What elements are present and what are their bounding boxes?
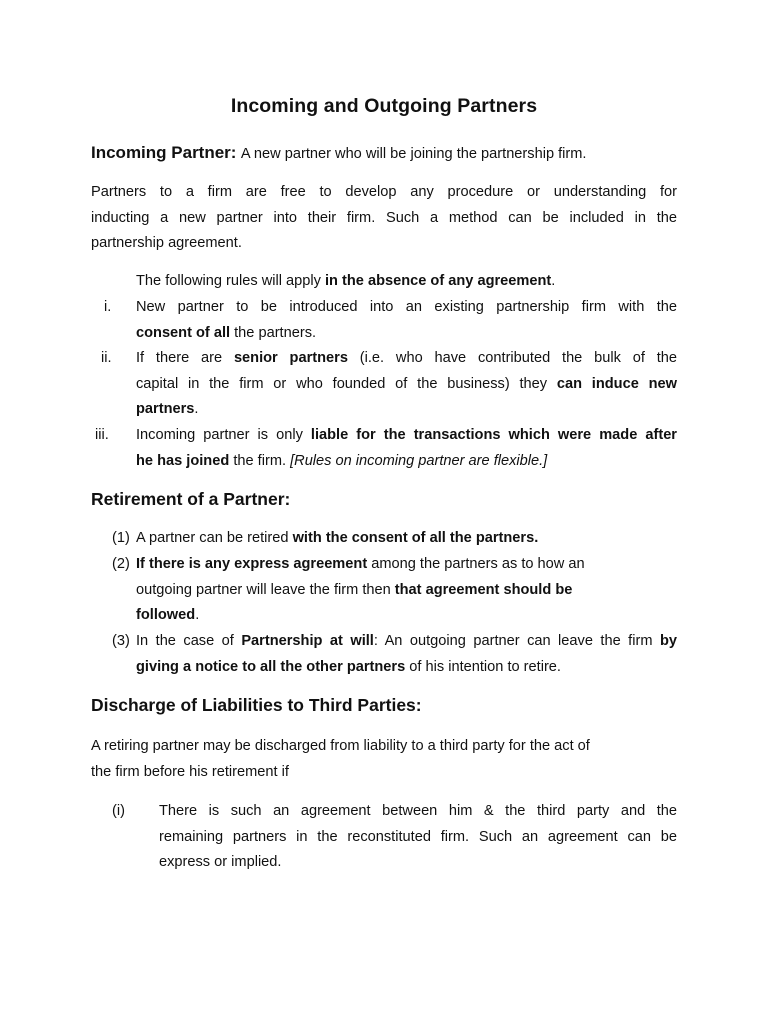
retirement-text: In the case of [136, 633, 242, 649]
rule-text: the partners. [230, 324, 317, 341]
retirement-line [136, 578, 618, 604]
rule-emphasis: senior partners [233, 350, 348, 366]
rule-item [136, 295, 677, 346]
rule-text: . [194, 401, 199, 417]
rule-emphasis: liable for the transactions which were made after [310, 427, 677, 443]
retirement-emphasis: with the consent of all the partners. [292, 530, 539, 546]
discharge-line: express or implied. [159, 854, 282, 870]
retirement-emphasis: If there is any express agreement [136, 556, 368, 572]
retirement-text: . [195, 607, 200, 623]
paragraph-line: A retiring partner may be discharged from liability to a third party for the act of [91, 738, 590, 754]
rule-line [136, 449, 677, 475]
discharge-line: There is such an agreement between him & the third party and the [159, 803, 677, 819]
rule-emphasis: he has joined [136, 452, 230, 469]
page-title: Incoming and Outgoing Partners [230, 95, 538, 117]
retirement-text: among the partners as to how an [367, 556, 585, 572]
rules-intro-text: The following rules will apply [136, 273, 325, 289]
incoming-paragraph [91, 180, 677, 257]
rule-text: Incoming partner is only [136, 427, 311, 443]
retirement-emphasis: that agreement should be [394, 581, 573, 598]
discharge-item-number: (i) [112, 803, 125, 819]
rule-text: If there are [136, 350, 234, 366]
rule-number: iii. [95, 427, 109, 443]
paragraph-line: the firm before his retirement if [91, 763, 289, 780]
rule-line: New partner to be introduced into an existing partnership firm with the [136, 299, 677, 315]
rule-number: ii. [101, 350, 112, 366]
rule-line [136, 372, 677, 398]
rule-text: the firm. [229, 452, 291, 469]
incoming-partner-line [91, 142, 586, 168]
retirement-line [136, 603, 618, 629]
rules-intro-end: . [551, 273, 556, 289]
retirement-emphasis: Partnership at will [241, 633, 374, 649]
rule-emphasis: consent of all [136, 324, 231, 341]
rule-number: i. [104, 299, 112, 315]
rule-emphasis: can induce new [556, 375, 678, 392]
retirement-text: A partner can be retired [136, 530, 293, 546]
rule-item [136, 346, 677, 423]
rule-text: capital in the firm or who founded of the business) they [136, 375, 557, 392]
retirement-number: (2) [112, 556, 130, 572]
retirement-line [136, 526, 538, 552]
retirement-line [136, 655, 677, 681]
retirement-emphasis: followed [136, 607, 196, 623]
paragraph-line: Partners to a firm are free to develop any procedure or understanding for [91, 184, 677, 200]
rule-emphasis: partners [136, 401, 195, 417]
rule-item [136, 423, 677, 474]
retirement-text: : An outgoing partner can leave the firm [373, 633, 660, 649]
rules-intro [136, 269, 555, 295]
retirement-item [136, 629, 677, 680]
retirement-item [136, 526, 538, 552]
retirement-emphasis: by [659, 633, 677, 649]
rule-line [136, 397, 677, 423]
retirement-item [136, 552, 618, 629]
rule-line [136, 321, 677, 347]
discharge-heading: Discharge of Liabilities to Third Parties: [91, 695, 422, 715]
retirement-number: (3) [112, 633, 130, 649]
paragraph-line: partnership agreement. [91, 235, 242, 251]
retirement-emphasis: giving a notice to all the other partners [136, 658, 406, 675]
incoming-partner-heading: Incoming Partner: [91, 143, 237, 162]
rule-note: [Rules on incoming partner are flexible.] [290, 452, 548, 469]
rules-intro-emphasis: in the absence of any agreement [325, 273, 552, 289]
retirement-line [136, 629, 677, 655]
rule-line [136, 346, 677, 372]
retirement-text: outgoing partner will leave the firm then [136, 581, 395, 598]
paragraph-line: inducting a new partner into their firm. Such a method can be included in the [91, 209, 677, 226]
incoming-partner-definition: A new partner who will be joining the partnership firm. [240, 146, 587, 162]
rule-text: (i.e. who have contributed the bulk of the [347, 350, 677, 366]
retirement-text: of his intention to retire. [405, 658, 561, 675]
discharge-paragraph [91, 734, 590, 785]
retirement-line [136, 552, 618, 578]
discharge-line: remaining partners in the reconstituted firm. Such an agreement can be [159, 828, 677, 845]
retirement-heading: Retirement of a Partner: [91, 489, 291, 509]
rule-line [136, 423, 677, 449]
retirement-number: (1) [112, 530, 130, 546]
discharge-item [159, 799, 677, 876]
